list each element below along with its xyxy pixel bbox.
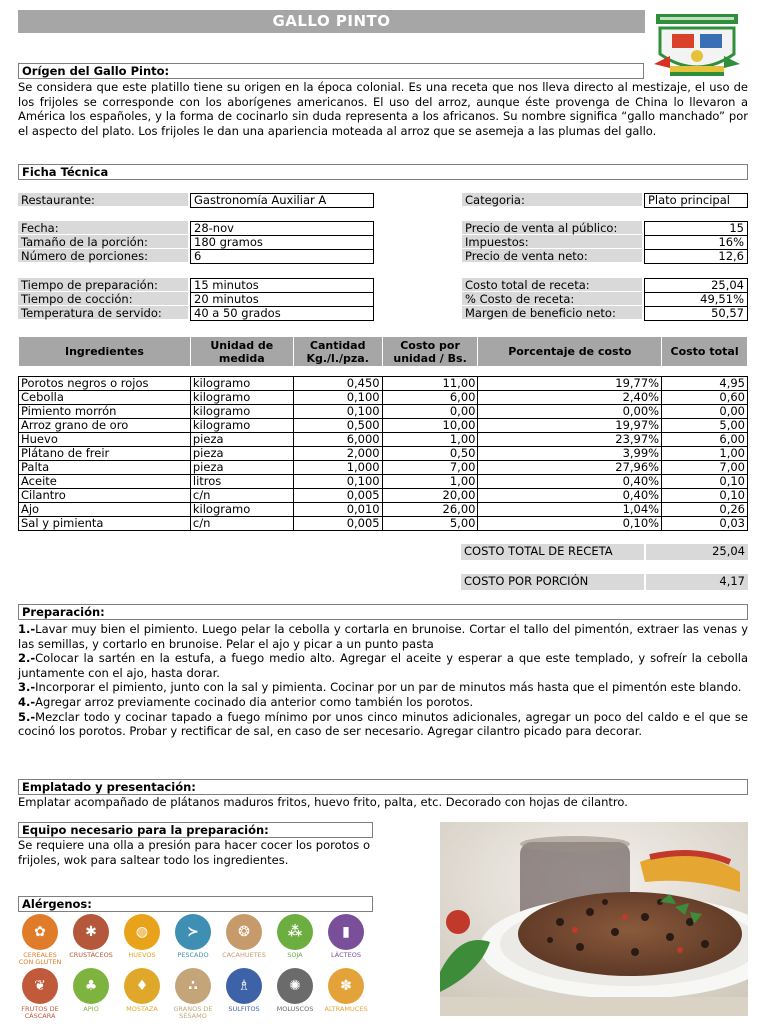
ingredient-unit: c/n xyxy=(190,517,293,531)
allergen-icon: ❂ xyxy=(226,914,262,950)
costo-total-label: Costo total de receta: xyxy=(462,278,642,292)
allergen-item xyxy=(324,968,368,1013)
tiempo-coccion-value: 20 minutos xyxy=(190,292,374,307)
ingredient-total-cost: 0,00 xyxy=(662,405,748,419)
allergen-label: ALTRAMUCES xyxy=(324,1005,368,1013)
allergen-icon: ✿ xyxy=(22,914,58,950)
costo-total-receta-value: 25,04 xyxy=(646,544,748,560)
allergen-icon: ✺ xyxy=(277,968,313,1004)
equipo-heading: Equipo necesario para la preparación: xyxy=(18,822,373,838)
allergen-label: PESCADO xyxy=(177,951,209,959)
ingredients-header-row xyxy=(19,337,748,367)
allergen-label: LÁCTEOS xyxy=(331,951,361,959)
ingredient-unit: kilogramo xyxy=(190,391,293,405)
temperatura-value: 40 a 50 grados xyxy=(190,306,374,321)
page-title: GALLO PINTO xyxy=(18,10,645,33)
ingredient-cost-pct: 19,77% xyxy=(478,377,662,391)
origin-text: Se considera que este platillo tiene su origen en la época colonial. Es una receta que nos lleva directo al mestizaje, el uso de los frijoles se corresponde con los aborígenes americanos. El uso del arroz, aunque éste provenga de China lo llevaron a América los españoles, y la forma de cocinarlo sin duda representa a los africanos. Su nombre significa “gallo manchado” por el aspecto del plato. Los frijoles le dan una apariencia moteada al arroz que se asemeja a las plumas del gallo. xyxy=(18,80,748,138)
prep-step-number: 5.- xyxy=(18,709,36,724)
costo-por-porcion-value: 4,17 xyxy=(646,574,748,590)
ingredient-name: Aceite xyxy=(19,475,191,489)
ingredient-unit-cost: 10,00 xyxy=(382,419,478,433)
ingredient-qty: 0,100 xyxy=(293,405,382,419)
ingredient-unit-cost: 0,00 xyxy=(382,405,478,419)
col-header-porcentaje: Porcentaje de costo xyxy=(478,337,662,367)
preparacion-steps xyxy=(18,622,748,739)
col-header-cantidad: Cantidad Kg./l./pza. xyxy=(293,337,382,367)
ingredient-unit: kilogramo xyxy=(190,503,293,517)
ingredient-qty: 0,100 xyxy=(293,391,382,405)
ingredient-total-cost: 0,03 xyxy=(662,517,748,531)
table-row xyxy=(19,391,748,405)
precio-publico-label: Precio de venta al público: xyxy=(462,221,642,235)
ingredient-unit-cost: 5,00 xyxy=(382,517,478,531)
allergen-item xyxy=(222,914,266,959)
tiempo-prep-label: Tiempo de preparación: xyxy=(18,278,188,292)
ingredient-qty: 0,500 xyxy=(293,419,382,433)
categoria-value: Plato principal xyxy=(644,193,748,208)
table-row xyxy=(19,447,748,461)
dish-photo xyxy=(440,822,748,1016)
table-row xyxy=(19,475,748,489)
ingredient-qty: 6,000 xyxy=(293,433,382,447)
ingredient-cost-pct: 0,40% xyxy=(478,489,662,503)
col-header-costo-total: Costo total xyxy=(662,337,748,367)
allergen-item xyxy=(222,968,266,1013)
prep-step-number: 1.- xyxy=(18,622,36,636)
ingredient-cost-pct: 3,99% xyxy=(478,447,662,461)
equipo-text: Se requiere una olla a presión para hacer cocer los porotos o frijoles, wok para saltear todo los ingredientes. xyxy=(18,838,370,867)
ingredient-name: Arroz grano de oro xyxy=(19,419,191,433)
ingredient-name: Cilantro xyxy=(19,489,191,503)
pct-costo-value: 49,51% xyxy=(644,292,748,307)
impuestos-label: Impuestos: xyxy=(462,235,642,249)
prep-step xyxy=(18,695,748,710)
categoria-label: Categoria: xyxy=(462,193,642,207)
ingredient-total-cost: 5,00 xyxy=(662,419,748,433)
allergen-label: FRUTOS DE CÁSCARA xyxy=(21,1005,59,1020)
allergen-item xyxy=(120,968,164,1013)
porcion-value: 180 gramos xyxy=(190,235,374,250)
ingredient-total-cost: 0,10 xyxy=(662,489,748,503)
allergen-icon: ♗ xyxy=(226,968,262,1004)
tiempo-prep-value: 15 minutos xyxy=(190,278,374,293)
allergen-label: SOJA xyxy=(287,951,303,959)
table-row xyxy=(19,377,748,391)
prep-step-number: 3.- xyxy=(18,680,36,695)
prep-step-text: Colocar la sartén en la estufa, a fuego medio alto. Agregar el aceite y esperar a que este templado, y sofreír la cebolla juntamente con el ajo, hasta dorar. xyxy=(18,651,748,680)
allergen-label: GRANOS DE SÉSAMO xyxy=(173,1005,213,1020)
prep-step-text: Mezclar todo y cocinar tapado a fuego mínimo por unos cinco minutos adicionales, agregar un poco del caldo e el que se cocinó los porotos. Probar y rectificar de sal, en caso de ser necesario. Agregar cilantro picado para decorar. xyxy=(18,709,748,739)
ingredient-name: Huevo xyxy=(19,433,191,447)
allergen-label: CEREALES CON GLUTEN xyxy=(18,951,62,966)
ingredient-unit-cost: 11,00 xyxy=(382,377,478,391)
ingredient-unit-cost: 26,00 xyxy=(382,503,478,517)
ingredient-unit: pieza xyxy=(190,433,293,447)
ingredient-cost-pct: 2,40% xyxy=(478,391,662,405)
table-row xyxy=(19,419,748,433)
prep-step xyxy=(18,622,748,651)
ingredient-unit-cost: 7,00 xyxy=(382,461,478,475)
margen-value: 50,57 xyxy=(644,306,748,321)
allergen-icon: ≻ xyxy=(175,914,211,950)
precio-neto-value: 12,6 xyxy=(644,249,748,264)
allergen-item xyxy=(120,914,164,959)
ingredient-total-cost: 0,10 xyxy=(662,475,748,489)
ingredient-name: Palta xyxy=(19,461,191,475)
allergen-icon: ✱ xyxy=(73,914,109,950)
allergen-item xyxy=(18,914,62,966)
allergen-item xyxy=(273,968,317,1013)
allergen-label: APIO xyxy=(83,1005,99,1013)
impuestos-value: 16% xyxy=(644,235,748,250)
costo-total-receta-label: COSTO TOTAL DE RECETA xyxy=(461,544,644,560)
ingredient-total-cost: 4,95 xyxy=(662,377,748,391)
prep-step-number: 4.- xyxy=(18,694,36,709)
ingredient-cost-pct: 0,10% xyxy=(478,517,662,531)
temperatura-label: Temperatura de servido: xyxy=(18,306,188,320)
porcion-label: Tamaño de la porción: xyxy=(18,235,188,249)
precio-neto-label: Precio de venta neto: xyxy=(462,249,642,263)
allergen-label: CRUSTÁCEOS xyxy=(69,951,113,959)
prep-step xyxy=(18,710,748,739)
table-row xyxy=(19,433,748,447)
col-header-unidad: Unidad de medida xyxy=(190,337,293,367)
prep-step-number: 2.- xyxy=(18,651,36,666)
ingredient-unit-cost: 0,50 xyxy=(382,447,478,461)
restaurante-value: Gastronomía Auxiliar A xyxy=(190,193,374,208)
allergen-item xyxy=(18,968,62,1020)
allergen-label: MOLUSCOS xyxy=(276,1005,314,1013)
allergen-icon: ♣ xyxy=(73,968,109,1004)
preparacion-heading: Preparación: xyxy=(18,604,748,620)
ingredient-total-cost: 1,00 xyxy=(662,447,748,461)
ingredient-qty: 0,005 xyxy=(293,489,382,503)
table-row xyxy=(19,503,748,517)
emplatado-text: Emplatar acompañado de plátanos maduros fritos, huevo frito, palta, etc. Decorado con hojas de cilantro. xyxy=(18,795,628,809)
allergen-item xyxy=(273,914,317,959)
restaurante-label: Restaurante: xyxy=(18,193,188,207)
ingredient-unit-cost: 1,00 xyxy=(382,433,478,447)
allergen-icon: ✽ xyxy=(328,968,364,1004)
ingredient-name: Sal y pimienta xyxy=(19,517,191,531)
alergenos-heading: Alérgenos: xyxy=(18,896,373,912)
allergen-icon: ∴ xyxy=(175,968,211,1004)
allergen-label: HUEVOS xyxy=(128,951,156,959)
precio-publico-value: 15 xyxy=(644,221,748,236)
ingredient-unit-cost: 20,00 xyxy=(382,489,478,503)
ingredient-qty: 0,450 xyxy=(293,377,382,391)
ingredient-qty: 0,005 xyxy=(293,517,382,531)
ingredient-unit: litros xyxy=(190,475,293,489)
prep-step xyxy=(18,651,748,680)
table-row xyxy=(19,489,748,503)
origin-heading: Orígen del Gallo Pinto: xyxy=(18,63,644,79)
table-row xyxy=(19,461,748,475)
ingredient-cost-pct: 1,04% xyxy=(478,503,662,517)
ingredient-name: Cebolla xyxy=(19,391,191,405)
ingredient-unit: c/n xyxy=(190,489,293,503)
fecha-value: 28-nov xyxy=(190,221,374,236)
tiempo-coccion-label: Tiempo de cocción: xyxy=(18,292,188,306)
table-row xyxy=(19,517,748,531)
ingredient-cost-pct: 19,97% xyxy=(478,419,662,433)
ingredient-total-cost: 6,00 xyxy=(662,433,748,447)
ingredient-qty: 1,000 xyxy=(293,461,382,475)
allergen-item xyxy=(324,914,368,959)
prep-step xyxy=(18,680,748,695)
allergen-icon: ♦ xyxy=(124,968,160,1004)
num-porciones-label: Número de porciones: xyxy=(18,249,188,263)
ingredient-unit: kilogramo xyxy=(190,377,293,391)
ingredients-table xyxy=(18,336,748,531)
allergen-icon: ▮ xyxy=(328,914,364,950)
ficha-heading: Ficha Técnica xyxy=(18,164,748,180)
allergen-grid xyxy=(18,914,378,1018)
ingredient-name: Pimiento morrón xyxy=(19,405,191,419)
costo-total-value: 25,04 xyxy=(644,278,748,293)
ingredient-qty: 0,100 xyxy=(293,475,382,489)
ingredient-unit: pieza xyxy=(190,461,293,475)
allergen-label: SULFITOS xyxy=(228,1005,260,1013)
pct-costo-label: % Costo de receta: xyxy=(462,292,642,306)
ingredient-name: Porotos negros o rojos xyxy=(19,377,191,391)
ingredient-unit: kilogramo xyxy=(190,419,293,433)
institution-logo xyxy=(650,10,744,80)
ingredient-unit: pieza xyxy=(190,447,293,461)
allergen-label: CACAHUETES xyxy=(222,951,266,959)
prep-step-text: Agregar arroz previamente cocinado dia anterior como también los porotos. xyxy=(35,694,474,709)
ingredient-cost-pct: 27,96% xyxy=(478,461,662,475)
allergen-label: MOSTAZA xyxy=(126,1005,158,1013)
margen-label: Margen de beneficio neto: xyxy=(462,306,642,320)
ingredient-total-cost: 7,00 xyxy=(662,461,748,475)
fecha-label: Fecha: xyxy=(18,221,188,235)
emplatado-heading: Emplatado y presentación: xyxy=(18,779,748,795)
allergen-item xyxy=(171,968,215,1020)
ingredient-unit-cost: 6,00 xyxy=(382,391,478,405)
ingredient-qty: 0,010 xyxy=(293,503,382,517)
allergen-icon: ⁂ xyxy=(277,914,313,950)
ingredient-name: Ajo xyxy=(19,503,191,517)
prep-step-text: Lavar muy bien el pimiento. Luego pelar la cebolla y cortarla en brunoise. Cortar el tallo del pimentón, extraer las venas y las semillas, y cortarlo en brunoise. Pelar el ajo y picar a un punto pasta xyxy=(18,622,748,651)
ingredient-unit: kilogramo xyxy=(190,405,293,419)
ingredient-name: Plátano de freir xyxy=(19,447,191,461)
ingredient-total-cost: 0,26 xyxy=(662,503,748,517)
ingredient-cost-pct: 0,40% xyxy=(478,475,662,489)
table-row xyxy=(19,405,748,419)
prep-step-text: Incorporar el pimiento, junto con la sal y pimienta. Cocinar por un par de minutos más hasta que el pimentón este blando. xyxy=(35,680,742,695)
allergen-item xyxy=(69,914,113,959)
ingredient-cost-pct: 23,97% xyxy=(478,433,662,447)
allergen-item xyxy=(171,914,215,959)
allergen-icon: ❦ xyxy=(22,968,58,1004)
col-header-ingrediente: Ingredientes xyxy=(19,337,191,367)
ingredient-qty: 2,000 xyxy=(293,447,382,461)
ingredient-total-cost: 0,60 xyxy=(662,391,748,405)
allergen-item xyxy=(69,968,113,1013)
allergen-icon: ◍ xyxy=(124,914,160,950)
ingredient-unit-cost: 1,00 xyxy=(382,475,478,489)
costo-por-porcion-label: COSTO POR PORCIÓN xyxy=(461,574,644,590)
num-porciones-value: 6 xyxy=(190,249,374,264)
ingredient-cost-pct: 0,00% xyxy=(478,405,662,419)
col-header-costo-unidad: Costo por unidad / Bs. xyxy=(382,337,478,367)
